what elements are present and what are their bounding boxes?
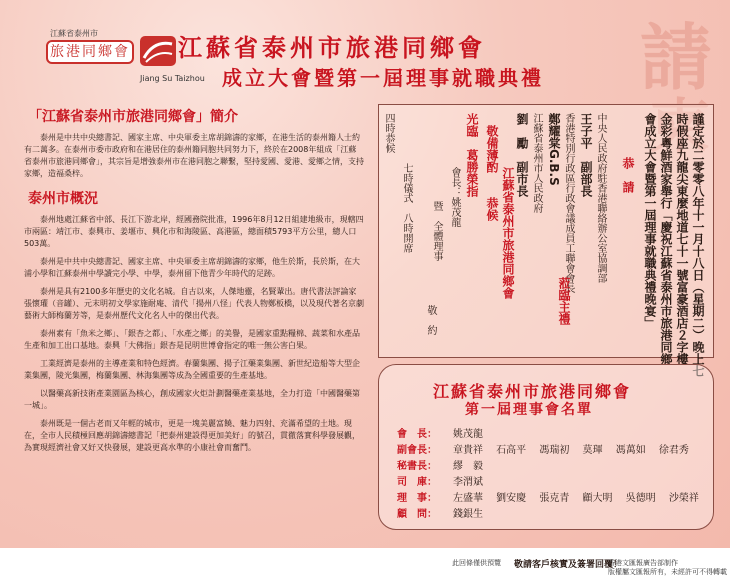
council-names: 章貴祥 石高平 馮瑞初 莫琿 馮萬如 徐君秀: [453, 445, 689, 456]
footer-preview-note: 此回條僅供預覽: [452, 559, 501, 567]
council-row: [397, 457, 483, 472]
overview-paragraph: 泰州既是一個古老而又年輕的城市，更是一塊美麗富饒、魅力四射、充滿希望的土地。現在，全市人民積極回應胡錦濤總書記「把泰州建設得更加美好」的號召，貫徹落實科學發展觀，為實現經濟社會又好又快發展，建設更高水準的小康社會而奮鬥。: [24, 419, 360, 452]
invitation-box: [378, 104, 714, 377]
invite-respect-2: 敬 約: [425, 305, 436, 335]
council-row: [397, 489, 699, 504]
guest-3-title: 江蘇省泰州市人民政府: [531, 113, 542, 213]
invite-chairman: 會長：姚茂龍: [449, 167, 460, 227]
invite-line-3: 金彩粵鮮酒家舉行「慶祝江蘇省泰州市旅港同鄉: [659, 113, 673, 365]
footer-copyright: 版權屬文匯報所有，未經許可不得轉載: [608, 568, 727, 576]
sub-title: 成立大會暨第一屆理事就職典禮: [222, 66, 544, 90]
invite-time-1: 四時恭候: [383, 113, 394, 153]
council-row: [397, 473, 483, 488]
council-names: 李渭斌: [453, 477, 483, 488]
council-role: 會 長：: [397, 429, 437, 440]
footer-producer: 香港文匯報廣告部制作: [608, 559, 678, 567]
invite-line-2: 時假座九龍尖東麼地道七十一號富豪酒店２字樓: [675, 113, 689, 365]
council-names: 錢銀生: [453, 509, 483, 520]
overview-paragraph: 泰州素有「魚米之鄉」、「銀杏之都」、「水產之鄉」的美譽，是國家重點糧棉、蔬菜和水產品生產和加工出口基地。泰興「大佛指」銀杏是昆明世博會指定的唯一無公害白果。: [24, 329, 360, 350]
decorative-char-2: 柬: [650, 93, 710, 163]
council-role: 副會長：: [397, 445, 437, 456]
overview-paragraph: 泰州是具有2100多年歷史的文化名城。自古以來，人傑地靈，名賢輩出。唐代書法評論家張懷瓘（音罐）、元末明初文學家施耐庵、清代「揚州八怪」代表人物鄭板橋，以及現代著名京劇藝術大師梅蘭芳等，是泰州歷代文化名人中的傑出代表。: [24, 287, 364, 320]
council-role: 司 庫：: [397, 477, 437, 488]
intro-title: 「江蘇省泰州市旅港同鄉會」簡介: [28, 109, 238, 125]
council-row: [397, 425, 483, 440]
council-title: 江蘇省泰州市旅港同鄉會: [433, 382, 632, 401]
council-list-box: [378, 364, 714, 530]
guest-1-title: 中央人民政府駐香港聯絡辦公室協調部: [595, 113, 606, 283]
council-names: 繆 毅: [453, 461, 483, 472]
left-column: [24, 104, 364, 460]
decorative-char-1: 請: [640, 15, 713, 100]
council-role: 秘書長：: [397, 461, 437, 472]
logo: [36, 14, 205, 84]
guest-2-name: 鄭耀棠G.B.S: [547, 113, 561, 186]
council-role: 顧 問：: [397, 509, 437, 520]
council-names: 姚茂龍: [453, 429, 483, 440]
logo-en-text: Jiang Su Taizhou: [140, 74, 205, 83]
footer-confirm-note: 敬請客戶核實及簽署回覆！: [514, 560, 623, 570]
council-role: 理 事：: [397, 493, 437, 504]
invite-line-1: 謹定於二零零八年十一月十八日（星期二）晚上七: [691, 113, 705, 377]
invite-respect: 恭 請: [621, 157, 635, 193]
overview-paragraph: 泰州地處江蘇省中部、長江下游北岸，經國務院批准，1996年8月12日組建地級市，現轄四市兩區：靖江市、泰興市、姜堰市、興化市和海陵區、高港區，總面積5793平方公里，總人口503萬。: [24, 215, 364, 248]
council-row: [397, 505, 483, 520]
overview-paragraph: 泰州是中共中央總書記、國家主席、中央軍委主席胡錦濤的家鄉，他生於斯，長於斯，在大浦小學和江蘇泰州中學讀完小學、中學，泰州留下他青少年時代的足跡。: [24, 257, 360, 278]
overview-title: 泰州市概況: [28, 191, 98, 207]
logo-name: 旅港同鄉會: [50, 44, 130, 60]
council-subtitle: 第一屆理事會名單: [465, 402, 593, 418]
invite-organizer: 江蘇省泰州市旅港同鄉會: [501, 167, 515, 299]
invite-welcome: 光臨: [465, 113, 479, 137]
intro-paragraph: 泰州是中共中央總書記、國家主席、中央軍委主席胡錦濤的家鄉，在港生活的泰州籍人士約有二萬多。在泰州市委市政府和在港居住的泰州籍同胞共同努力下，終於在2008年組成「江蘇省泰州市旅港同鄉會」，其宗旨是增強泰州市在港同胞之聯繫，堅持愛國、愛港、愛鄉之情，支持家鄉，造福桑梓。: [24, 133, 364, 178]
council-row: [397, 441, 689, 456]
guest-2-title: 香港特別行政區行政會議成員工聯會會長: [563, 113, 574, 293]
invite-await: 恭候: [485, 197, 499, 221]
council-names: 左盛華 劉安慶 張克青 顧大明 吳德明 沙榮祥: [453, 493, 699, 504]
main-title: 江蘇省泰州市旅港同鄉會: [178, 34, 486, 62]
logo-name-box: [46, 40, 134, 64]
guest-1-name: 王子平 副部長: [579, 113, 593, 197]
invite-council: 暨 全體理事: [431, 201, 442, 261]
invite-time-2: 七時儀式 八時開席: [401, 163, 412, 253]
logo-swoosh-icon: [138, 34, 178, 68]
overview-paragraph: 工業經濟是泰州的主導產業和特色經濟。春蘭集團、揚子江藥業集團、新世紀造船等大型企業集團，陵光集團，梅蘭集團、林海集團等成為全國重要的生產基地。: [24, 359, 360, 380]
logo-top-text: 江蘇省泰州市: [50, 29, 98, 38]
invite-guests: 葛勝榮指: [465, 149, 479, 197]
invite-line-4: 會成立大會暨第一屆理事就職典禮晚宴」: [643, 113, 657, 329]
guest-3-name: 劉 勵 副市長: [515, 113, 529, 197]
invite-ceremony: 蒞臨主禮: [557, 277, 571, 325]
overview-paragraph: 以醫藥高新技術產業園區為核心，創成國家火炬計劃醫藥產業基地，全力打造「中國醫藥第一城」。: [24, 389, 360, 410]
invite-prepared: 敬備薄酌: [485, 125, 499, 173]
